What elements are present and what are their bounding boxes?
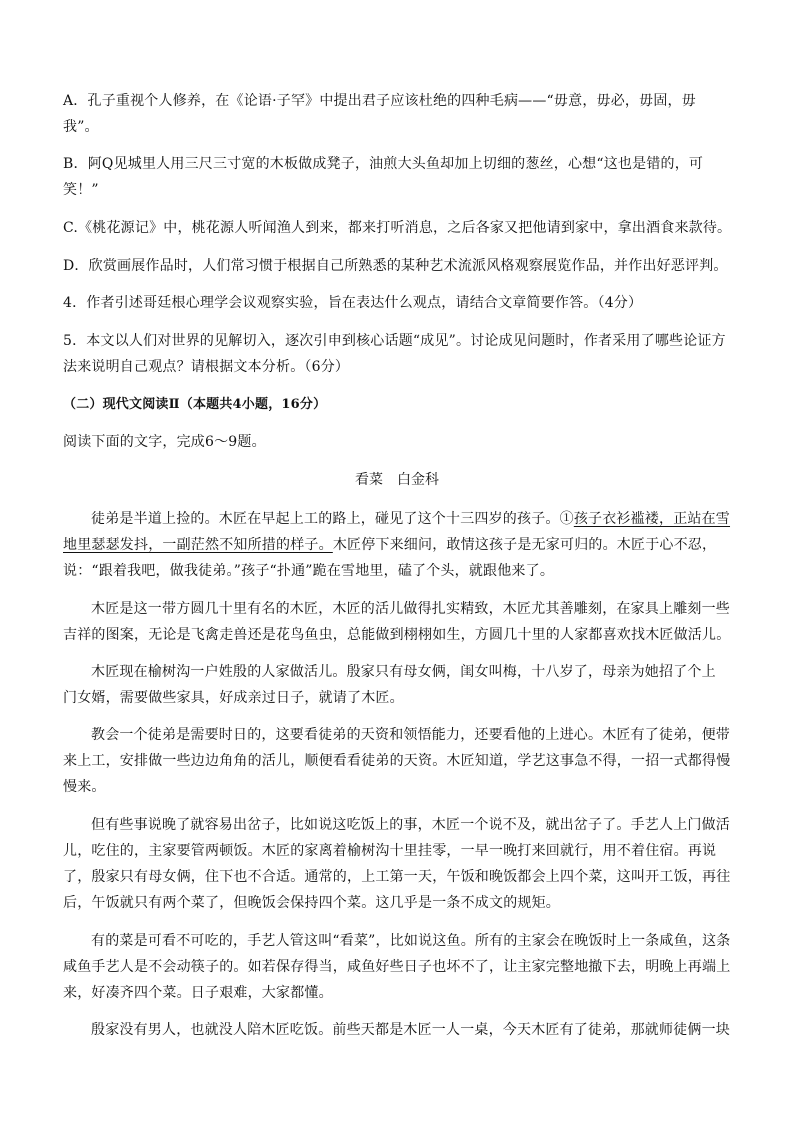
story-p5-line1: 但有些事说晚了就容易出岔子，比如说这吃饭上的事，木匠一个说不及，就出岔子了。手艺人上门做活	[91, 817, 730, 833]
section-instruction: 阅读下面的文字，完成6～9题。	[63, 434, 266, 450]
story-p4-line2: 来上工，安排做一些边边角角的活儿，顺便看看徒弟的天资。木匠知道，学艺这事急不得，一招一式都得慢	[63, 753, 731, 769]
option-a-line2: 我”。	[63, 119, 99, 135]
story-p5-line3: 了，殷家只有母女俩，住下也不合适。通常的，上工第一天，午饭和晚饭都会上四个菜，这叫开工饭，再往	[63, 869, 731, 885]
underlined-sentence-cont: 地里瑟瑟发抖，一副茫然不知所措的样子。	[63, 537, 333, 553]
option-d: D．欣赏画展作品时，人们常习惯于根据自己所熟悉的某种艺术流派风格观察展览作品，并作出好恶评判。	[63, 258, 728, 274]
story-p1-line2	[63, 532, 731, 558]
story-p3-line1: 木匠现在榆树沟一户姓殷的人家做活儿。殷家只有母女俩，闺女叫梅，十八岁了，母亲为她招了个上	[91, 664, 716, 680]
story-p3-line2: 门女婿，需要做些家具，好成亲过日子，就请了木匠。	[63, 690, 404, 706]
story-p2-line1: 木匠是这一带方圆几十里有名的木匠，木匠的活儿做得扎实精致，木匠尤其善雕刻，在家具上雕刻一些	[91, 601, 730, 617]
option-b-line1: B．阿Q见城里人用三尺三寸宽的木板做成凳子，油煎大头鱼却加上切细的葱丝，心想“这也是错的，可	[63, 156, 704, 172]
question-5-line2: 法来说明自己观点？请根据文本分析。（6分）	[63, 359, 350, 375]
option-b-line2: 笑！”	[63, 182, 99, 198]
question-4: 4．作者引述哥廷根心理学会议观察实验，旨在表达什么观点，请结合文章简要作答。（4分）	[63, 295, 643, 311]
story-p1-text: 徒弟是半道上捡的。木匠在早起上工的路上，碰见了这个十三四岁的孩子。①	[91, 511, 574, 527]
story-p7-line1: 殷家没有男人，也就没人陪木匠吃饭。前些天都是木匠一人一桌，今天木匠有了徒弟，那就师徒俩一块	[91, 1022, 730, 1038]
story-p2-line2: 吉祥的图案，无论是飞禽走兽还是花鸟鱼虫，总能做到栩栩如生，方圆几十里的人家都喜欢找木匠做活儿。	[63, 627, 731, 643]
section-heading: （二）现代文阅读Ⅱ（本题共4小题，16分）	[63, 397, 327, 412]
story-title: 看菜 白金科	[355, 472, 439, 488]
story-p5-line4: 后，午饭就只有两个菜了，但晚饭会保持四个菜。这几乎是一条不成文的规矩。	[63, 895, 560, 911]
option-c: C.《桃花源记》中，桃花源人听闻渔人到来，都来打听消息，之后各家又把他请到家中，拿出酒食来款待。	[63, 220, 732, 236]
story-p4-line1: 教会一个徒弟是需要时日的，这要看徒弟的天资和领悟能力，还要看他的上进心。木匠有了徒弟，便带	[91, 727, 730, 743]
question-5-line1: 5．本文以人们对世界的见解切入，逐次引申到核心话题“成见”。讨论成见问题时，作者采用了哪些论证方	[63, 333, 726, 349]
story-p5-line2: 儿，吃住的，主家要管两顿饭。木匠的家离着榆树沟十里挂零，一早一晚打来回就行，用不着住宿。再说	[63, 843, 717, 859]
story-p6-line1: 有的菜是可看不可吃的，手艺人管这叫“看菜”，比如说这鱼。所有的主家会在晚饭时上一条咸鱼，这条	[91, 933, 731, 949]
story-p1-text-b: 木匠停下来细问，敢情这孩子是无家可归的。木匠于心不忍，	[332, 537, 717, 553]
option-a-line1: A．孔子重视个人修养，在《论语·子罕》中提出君子应该杜绝的四种毛病——“毋意，毋必，毋固，毋	[63, 93, 696, 109]
underlined-sentence: 孩子衣衫褴褛，正站在雪	[573, 511, 731, 527]
story-p6-line2: 咸鱼手艺人是不会动筷子的。如若保存得当，咸鱼好些日子也坏不了，让主家完整地撤下去，明晚上再端上	[63, 959, 731, 975]
story-p1-line3: 说：“跟着我吧，做我徒弟。”孩子“扑通”跪在雪地里，磕了个头，就跟他来了。	[63, 563, 555, 579]
story-p1-line1	[91, 506, 731, 532]
story-p4-line3: 慢来。	[63, 779, 106, 795]
story-p6-line3: 来，好凑齐四个菜。日子艰难，大家都懂。	[63, 985, 333, 1001]
